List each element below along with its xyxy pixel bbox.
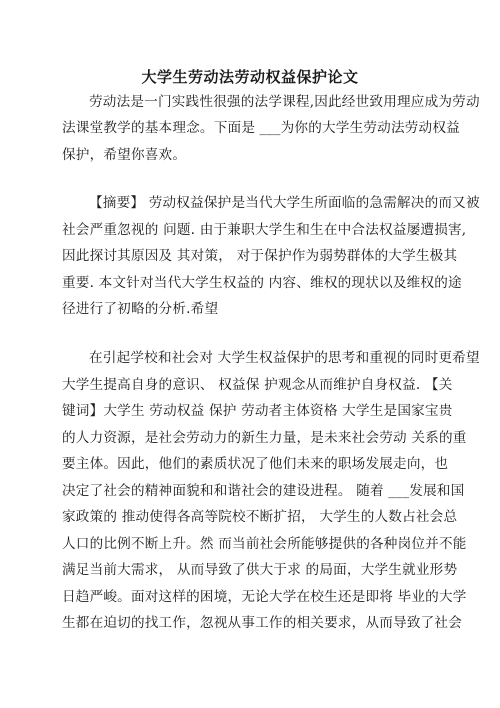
intro-line: 法课堂教学的基本理念。下面是 ___为你的大学生劳动法劳动权益	[62, 120, 460, 136]
abstract-line: 因此探讨其原因及 其对策， 对于保护作为弱势群体的大学生极其	[62, 248, 458, 264]
abstract-line: 径进行了初略的分析.希望	[62, 301, 219, 317]
body-line: 的人力资源，是社会劳动力的新生力量，是未来社会劳动 关系的重	[62, 430, 467, 446]
body-line: 决定了社会的精神面貌和和谐社会的建设进程。 随着 ___发展和国	[62, 483, 465, 499]
intro-line: 保护，希望你喜欢。	[62, 147, 187, 163]
abstract-line: 【摘要】 劳动权益保护是当代大学生所面临的急需解决的而又被	[89, 195, 480, 211]
body-line: 人口的比例不断上升。然 而当前社会所能够提供的各种岗位并不能	[62, 536, 467, 552]
body-line: 要主体。因此，他们的素质状况了他们未来的职场发展走向，也	[62, 456, 449, 472]
body-line: 大学生提高自身的意识、 权益保 护观念从而维护自身权益. 【关	[62, 377, 453, 393]
body-line: 满足当前大需求， 从而导致了供大于求 的局面，大学生就业形势	[62, 562, 458, 578]
intro-line: 劳动法是一门实践性很强的法学课程,因此经世致用理应成为劳动	[89, 94, 480, 110]
body-line: 日趋严峻。面对这样的困境，无论大学在校生还是即将 毕业的大学	[62, 589, 467, 605]
document-title: 大学生劳动法劳动权益保护论文	[141, 68, 359, 86]
abstract-line: 社会严重忽视的 问题. 由于兼职大学生和生在中合法权益屡遭损害,	[62, 222, 467, 238]
body-line: 键词】大学生 劳动权益 保护 劳动者主体资格 大学生是国家宝贵	[62, 403, 453, 419]
body-line: 家政策的 推动使得各高等院校不断扩招， 大学生的人数占社会总	[62, 509, 458, 525]
body-line: 在引起学校和社会对 大学生权益保护的思考和重视的同时更希望	[89, 350, 480, 366]
body-line: 生都在迫切的找工作，忽视从事工作的相关要求，从而导致了社会	[62, 615, 463, 631]
abstract-line: 重要. 本文针对当代大学生权益的 内容、维权的现状以及维权的途	[62, 275, 462, 291]
